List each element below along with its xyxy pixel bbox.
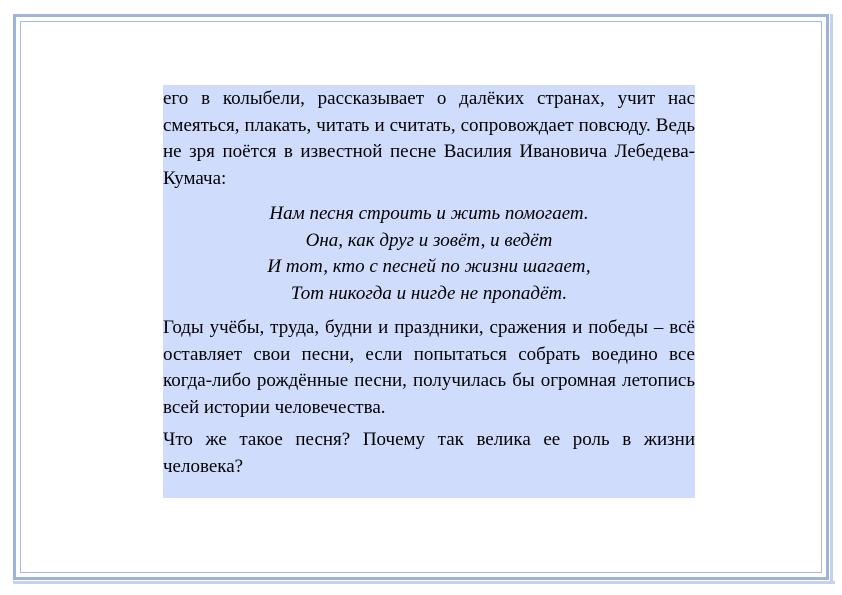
poem-quote: [163, 201, 695, 307]
paragraph-question: Что же такое песня? Почему так велика ее роль в жизни человека?: [163, 429, 695, 477]
paragraph-history: Годы учёбы, труда, будни и праздники, сражения и победы – всё оставляет свои песни, если попытаться собрать воедино все когда-либо рождённые песни, получилась бы огромная летопись всей истории человечества.: [163, 317, 695, 418]
paragraph-intro: его в колыбели, рассказывает о далёких странах, учит нас смеяться, плакать, читать и считать, сопровождает повсюду. Ведь не зря поётся в известной песне Василия Ивановича Лебедева-Кумача:: [163, 88, 695, 189]
poem-line-4: Тот никогда и нигде не пропадёт.: [290, 282, 568, 304]
poem-line-2: Она, как друг и зовёт, и ведёт: [305, 229, 553, 251]
text-block: [163, 85, 695, 498]
poem-line-3: И тот, кто с песней по жизни шагает,: [267, 256, 591, 277]
poem-line-1: Нам песня строить и жить помогает.: [269, 203, 589, 224]
